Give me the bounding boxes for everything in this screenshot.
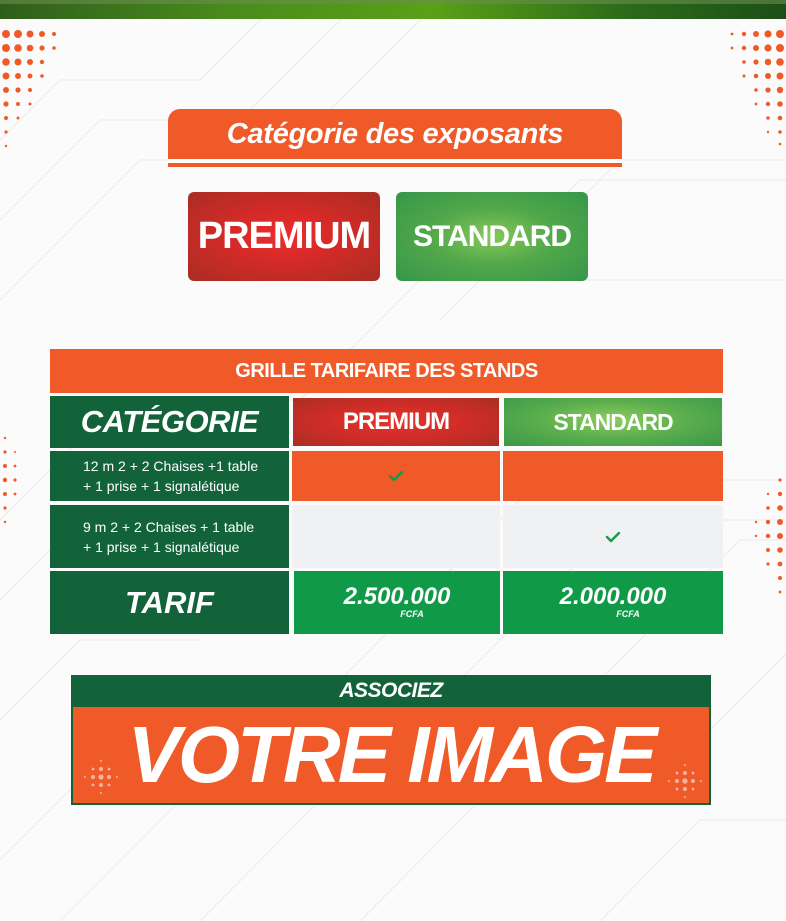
- halftone-left: [81, 757, 121, 797]
- grid-header: GRILLE TARIFAIRE DES STANDS: [50, 349, 723, 393]
- row-line-1: 9 m 2 + 2 Chaises + 1 table: [83, 518, 255, 535]
- row-line-2: + 1 prise + 1 signalétique: [83, 538, 240, 555]
- price-amount: 2.500.000: [343, 583, 451, 610]
- associate-banner: [71, 707, 711, 805]
- standard-button[interactable]: [396, 192, 588, 281]
- premium-button-label: PREMIUM: [197, 215, 371, 257]
- page-title: Catégorie des exposants: [226, 117, 564, 150]
- tarif-label: TARIF: [50, 571, 289, 634]
- title-banner: [168, 109, 622, 163]
- price-currency: FCFA: [616, 609, 640, 619]
- category-header: CATÉGORIE: [50, 396, 289, 448]
- standard-button-label: STANDARD: [412, 219, 572, 253]
- associate-big-label: VOTRE IMAGE: [127, 710, 655, 799]
- top-bar: [0, 0, 786, 19]
- column-standard-header: STANDARD: [504, 398, 722, 446]
- row-line-2: + 1 prise + 1 signalétique: [83, 478, 240, 494]
- price-currency: FCFA: [400, 609, 424, 619]
- associate-small-label: ASSOCIEZ: [71, 675, 711, 707]
- dots-top-left: [0, 22, 80, 162]
- dots-top-right: [706, 22, 786, 152]
- halftone-right: [665, 761, 705, 801]
- price-amount: 2.000.000: [559, 583, 667, 610]
- dots-mid-right: [740, 470, 786, 610]
- column-premium-header: PREMIUM: [293, 398, 499, 446]
- dots-mid-left: [0, 430, 30, 540]
- premium-button[interactable]: [188, 192, 380, 281]
- row-line-1: 12 m 2 + 2 Chaises +1 table: [83, 458, 259, 474]
